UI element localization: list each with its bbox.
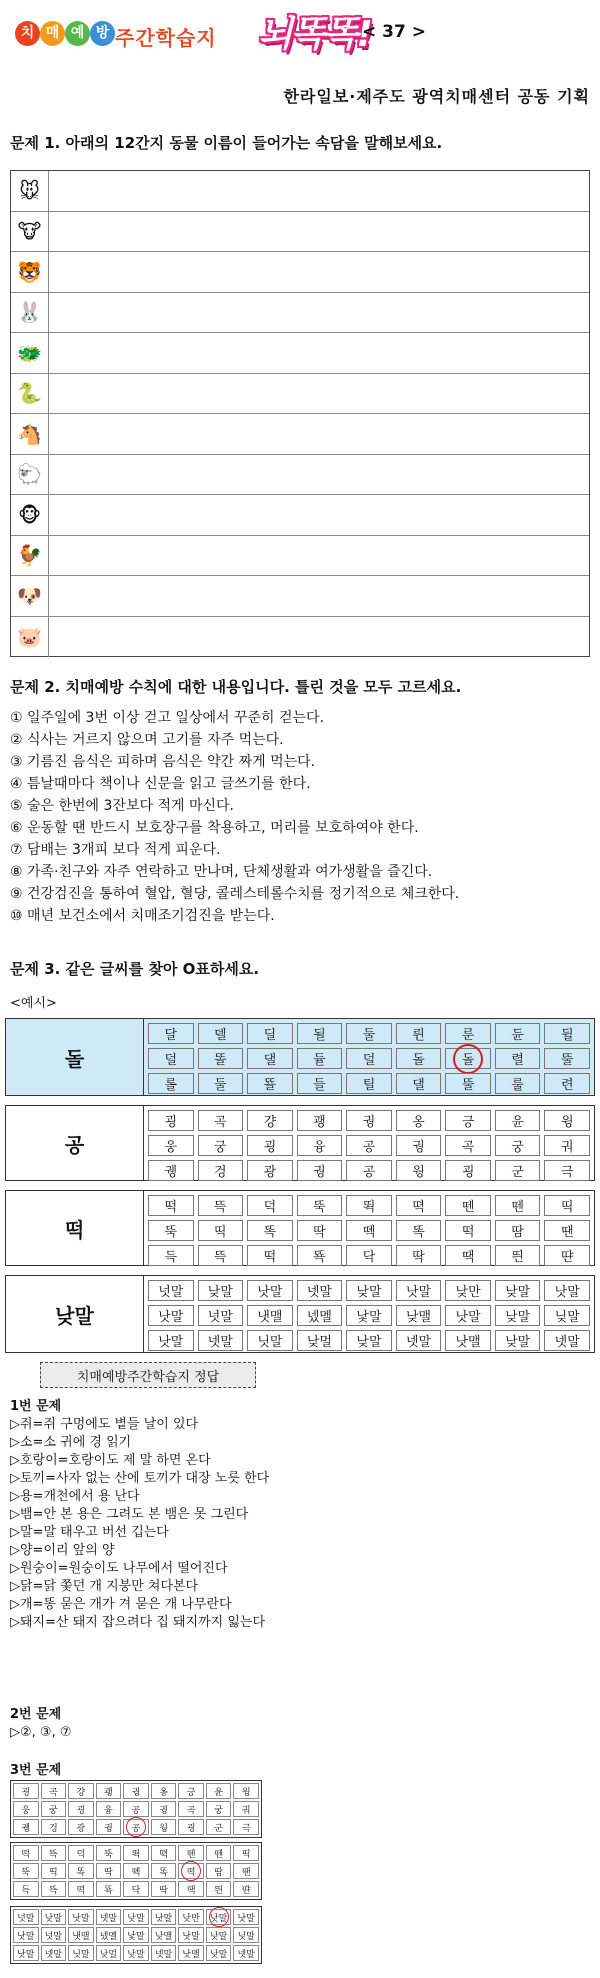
letter-cell: 룰 xyxy=(495,1073,541,1094)
answer-cell: 낫말 xyxy=(13,1927,39,1943)
letter-cell: 둘 xyxy=(346,1023,392,1044)
badge-3: 예 xyxy=(65,21,90,46)
answer-grid xyxy=(10,1780,262,1838)
answer-cell: 뚝 xyxy=(96,1845,122,1861)
letter-cell: 윙 xyxy=(544,1110,590,1131)
letter-cell: 굉 xyxy=(148,1110,194,1131)
letter-grid xyxy=(144,1106,594,1180)
answer-cell: 옹 xyxy=(151,1783,177,1799)
question-2-title: 문제 2. 치매예방 수칙에 대한 내용입니다. 틀린 것을 모두 고르세요. xyxy=(10,678,462,696)
answer-line-item: ▷말=말 태우고 버선 깁는다 xyxy=(10,1525,169,1540)
sheep-icon: 🐑 xyxy=(11,455,49,495)
answer-cell: 낮말 xyxy=(206,1927,232,1943)
answer-grid xyxy=(10,1842,262,1900)
answer-cell: 윙 xyxy=(233,1783,259,1799)
letter-cell: 딱 xyxy=(396,1245,442,1266)
answer-cell: 겅 xyxy=(41,1819,67,1835)
answer-cell: 넸멜 xyxy=(96,1927,122,1943)
issue-number: < 37 > xyxy=(362,22,426,42)
letter-cell: 낮말 xyxy=(495,1305,541,1326)
answer-cell: 낮말 xyxy=(206,1909,232,1925)
pig-icon: 🐷 xyxy=(11,617,49,658)
letter-cell: 낮멀 xyxy=(297,1330,343,1351)
letter-cell: 낫말 xyxy=(148,1330,194,1351)
letter-cell: 뗙 xyxy=(396,1195,442,1216)
letter-cell: 뗵 xyxy=(346,1220,392,1241)
letter-cell: 띈 xyxy=(495,1245,541,1266)
animal-row xyxy=(11,617,589,658)
circle-mark xyxy=(209,1907,229,1927)
answer-cell: 낫말 xyxy=(68,1909,94,1925)
letter-cell: 듈 xyxy=(297,1048,343,1069)
answer-1-list xyxy=(10,1416,269,1632)
target-word: 공 xyxy=(6,1106,144,1180)
letter-cell: 낫말 xyxy=(544,1280,590,1301)
letter-cell: 걍 xyxy=(247,1110,293,1131)
answer-cell: 궁 xyxy=(206,1801,232,1817)
answer-cell: 굉 xyxy=(68,1801,94,1817)
answer-line-item: ▷쥐=쥐 구멍에도 볕들 날이 있다 xyxy=(10,1417,199,1432)
monkey-icon: 🐵 xyxy=(11,495,49,535)
answer-cell: 넷말 xyxy=(41,1945,67,1961)
letter-cell: 웡 xyxy=(396,1160,442,1181)
answer-2-text: ▷②, ③, ⑦ xyxy=(10,1725,72,1740)
letter-cell: 굉 xyxy=(247,1135,293,1156)
badge-1: 치 xyxy=(15,21,40,46)
snake-icon: 🐍 xyxy=(11,374,49,414)
answer-cell: 뜩 xyxy=(41,1845,67,1861)
letter-cell: 곡 xyxy=(198,1110,244,1131)
letter-cell: 웅 xyxy=(148,1135,194,1156)
animal-row xyxy=(11,414,589,455)
answer-line-item: ▷양=이리 앞의 양 xyxy=(10,1543,115,1558)
target-word: 돌 xyxy=(6,1019,144,1095)
rule-item: ⑧ 가족·친구와 자주 연락하고 만나며, 단체생활과 여가생활을 즐긴다. xyxy=(10,864,433,880)
cow-icon: 🐮 xyxy=(11,212,49,252)
answer-cell: 공 xyxy=(123,1801,149,1817)
letter-cell: 땍 xyxy=(445,1245,491,1266)
letter-cell: 낫말 xyxy=(148,1305,194,1326)
rule-item: ② 식사는 거르지 않으며 고기를 자주 먹는다. xyxy=(10,732,284,748)
letter-cell: 넷말 xyxy=(297,1280,343,1301)
animal-row xyxy=(11,374,589,415)
answer-cell: 윤 xyxy=(206,1783,232,1799)
question-1-title: 문제 1. 아래의 12간지 동물 이름이 들어가는 속담을 말해보세요. xyxy=(10,134,443,152)
letter-cell: 궹 xyxy=(148,1160,194,1181)
question-3-title: 문제 3. 같은 글씨를 찾아 O표하세요. xyxy=(10,960,260,978)
answer-cell: 띡 xyxy=(233,1845,259,1861)
rooster-icon: 🐓 xyxy=(11,536,49,576)
animal-row xyxy=(11,293,589,334)
rule-item: ③ 기름진 음식은 피하며 음식은 약간 짜게 먹는다. xyxy=(10,754,316,770)
letter-cell: 댈 xyxy=(396,1073,442,1094)
answer-cell: 떡 xyxy=(178,1863,204,1879)
answer-cell: 낫말 xyxy=(178,1927,204,1943)
example-label: <예시> xyxy=(10,996,57,1011)
animal-row xyxy=(11,333,589,374)
letter-cell: 닥 xyxy=(346,1245,392,1266)
answer-cell: 낮만 xyxy=(178,1909,204,1925)
answer-cell: 웅 xyxy=(13,1801,39,1817)
letter-cell: 떡 xyxy=(445,1220,491,1241)
letter-cell: 낮말 xyxy=(346,1280,392,1301)
puzzle-group xyxy=(5,1018,595,1096)
answer-cell: 냇맬 xyxy=(68,1927,94,1943)
answer-cell: 닞말 xyxy=(233,1927,259,1943)
answer-cell: 궝 xyxy=(96,1819,122,1835)
letter-cell: 띡 xyxy=(198,1220,244,1241)
answer-cell: 긍 xyxy=(178,1783,204,1799)
puzzle-group xyxy=(5,1275,595,1353)
letter-cell: 뚈 xyxy=(247,1073,293,1094)
letter-cell: 덜 xyxy=(148,1048,194,1069)
answer-line-item: ▷소=소 귀에 경 읽기 xyxy=(10,1435,132,1450)
answer-cell: 굉 xyxy=(178,1819,204,1835)
answer-cell: 넛말 xyxy=(13,1909,39,1925)
animal-row xyxy=(11,455,589,496)
answer-cell: 떡 xyxy=(68,1881,94,1897)
letter-cell: 덕 xyxy=(247,1195,293,1216)
letter-cell: 뚁 xyxy=(297,1245,343,1266)
letter-cell: 돌 xyxy=(445,1048,491,1069)
letter-cell: 딱 xyxy=(297,1220,343,1241)
animal-row xyxy=(11,171,589,212)
answer-header: 치매예방주간학습지 정답 xyxy=(40,1362,256,1388)
answer-cell: 똑 xyxy=(68,1863,94,1879)
answer-cell: 궈 xyxy=(233,1801,259,1817)
target-word: 낮말 xyxy=(6,1276,144,1352)
letter-cell: 달 xyxy=(148,1023,194,1044)
letter-cell: 옹 xyxy=(396,1110,442,1131)
letter-cell: 땀 xyxy=(495,1220,541,1241)
answer-1-title: 1번 문제 xyxy=(10,1399,62,1414)
answer-cell: 곡 xyxy=(178,1801,204,1817)
answer-cell: 낮맬 xyxy=(151,1927,177,1943)
answer-cell: 땀 xyxy=(206,1863,232,1879)
badge-4: 방 xyxy=(90,21,115,46)
answer-cell: 땐 xyxy=(233,1863,259,1879)
answer-cell: 낫맬 xyxy=(178,1945,204,1961)
letter-cell: 떡 xyxy=(148,1195,194,1216)
answer-cell: 낮말 xyxy=(206,1945,232,1961)
letter-cell: 돌 xyxy=(396,1048,442,1069)
animal-row xyxy=(11,252,589,293)
letter-cell: 낮말 xyxy=(346,1330,392,1351)
answer-line-item: ▷뱀=안 본 용은 그려도 본 뱀은 못 그린다 xyxy=(10,1507,249,1522)
letter-cell: 딜 xyxy=(247,1023,293,1044)
answer-cell: 딱 xyxy=(96,1863,122,1879)
target-word: 떡 xyxy=(6,1191,144,1265)
answer-cell: 뗵 xyxy=(123,1863,149,1879)
letter-cell: 극 xyxy=(544,1160,590,1181)
letter-cell: 들 xyxy=(297,1073,343,1094)
answer-cell: 넛말 xyxy=(41,1927,67,1943)
badge-2: 매 xyxy=(40,21,65,46)
answer-cell: 득 xyxy=(13,1881,39,1897)
answer-cell: 광 xyxy=(68,1819,94,1835)
letter-cell: 댈 xyxy=(247,1048,293,1069)
letter-cell: 틸 xyxy=(346,1073,392,1094)
letter-cell: 똑 xyxy=(396,1220,442,1241)
answer-cell: 넷말 xyxy=(151,1945,177,1961)
answer-cell: 궝 xyxy=(123,1783,149,1799)
letter-cell: 넷말 xyxy=(198,1330,244,1351)
answer-line-item: ▷원숭이=원숭이도 나무에서 떨어진다 xyxy=(10,1561,228,1576)
rule-item: ① 일주일에 3번 이상 걷고 일상에서 꾸준히 걷는다. xyxy=(10,710,325,726)
rule-item: ④ 틈날때마다 책이나 신문을 읽고 글쓰기를 한다. xyxy=(10,776,311,792)
answer-cell: 낮말 xyxy=(123,1909,149,1925)
answer-line-item: ▷호랑이=호랑이도 제 말 하면 온다 xyxy=(10,1453,211,1468)
letter-cell: 겅 xyxy=(198,1160,244,1181)
answer-3-title: 3번 문제 xyxy=(10,1763,62,1778)
letter-cell: 덜 xyxy=(346,1048,392,1069)
letter-cell: 될 xyxy=(297,1023,343,1044)
letter-cell: 궁 xyxy=(495,1135,541,1156)
answer-cell: 괭 xyxy=(96,1783,122,1799)
letter-cell: 뜩 xyxy=(198,1245,244,1266)
letter-cell: 군 xyxy=(495,1160,541,1181)
letter-cell: 득 xyxy=(148,1245,194,1266)
letter-cell: 넷말 xyxy=(396,1330,442,1351)
letter-cell: 궝 xyxy=(346,1110,392,1131)
letter-cell: 넸멜 xyxy=(297,1305,343,1326)
letter-cell: 낫말 xyxy=(396,1280,442,1301)
header xyxy=(0,0,600,74)
answer-cell: 군 xyxy=(206,1819,232,1835)
letter-cell: 뚤 xyxy=(544,1048,590,1069)
letter-cell: 뚝 xyxy=(297,1195,343,1216)
answer-cell: 떡 xyxy=(13,1845,39,1861)
letter-cell: 뗀 xyxy=(445,1195,491,1216)
answer-cell: 닥 xyxy=(123,1881,149,1897)
answer-cell: 웡 xyxy=(151,1819,177,1835)
letter-cell: 궝 xyxy=(297,1160,343,1181)
answer-cell: 뗀 xyxy=(206,1845,232,1861)
circle-mark xyxy=(126,1817,146,1837)
letter-cell: 뒬 xyxy=(544,1023,590,1044)
puzzle-group xyxy=(5,1105,595,1181)
letter-cell: 뜩 xyxy=(198,1195,244,1216)
answer-cell: 굉 xyxy=(13,1783,39,1799)
letter-cell: 델 xyxy=(198,1023,244,1044)
animal-row xyxy=(11,536,589,577)
answer-line-item: ▷토끼=사자 없는 산에 토끼가 대장 노릇 한다 xyxy=(10,1471,270,1486)
answer-cell: 넷말 xyxy=(96,1909,122,1925)
answer-cell: 궹 xyxy=(13,1819,39,1835)
letter-cell: 굉 xyxy=(445,1160,491,1181)
mouse-icon: 🐭 xyxy=(11,171,49,211)
subtitle: 한라일보·제주도 광역치매센터 공동 기획 xyxy=(283,87,590,106)
dragon-icon: 🐲 xyxy=(11,333,49,373)
animal-row xyxy=(11,495,589,536)
dog-icon: 🐶 xyxy=(11,576,49,616)
letter-cell: 닞말 xyxy=(544,1305,590,1326)
answer-cell: 궁 xyxy=(41,1801,67,1817)
rule-item: ⑩ 매년 보건소에서 치매조기검진을 받는다. xyxy=(10,908,275,924)
letter-grid xyxy=(144,1276,594,1352)
answer-cell: 땍 xyxy=(178,1881,204,1897)
answer-cell: 낫말 xyxy=(233,1909,259,1925)
answer-cell: 낫말 xyxy=(13,1945,39,1961)
rabbit-icon: 🐰 xyxy=(11,293,49,333)
rule-item: ⑤ 술은 한번에 3잔보다 적게 마신다. xyxy=(10,798,234,814)
answer-cell: 덕 xyxy=(68,1845,94,1861)
answer-cell: 뗙 xyxy=(151,1845,177,1861)
letter-cell: 넷말 xyxy=(544,1330,590,1351)
letter-cell: 듄 xyxy=(495,1023,541,1044)
letter-cell: 땐 xyxy=(544,1220,590,1241)
letter-cell: 괭 xyxy=(297,1110,343,1131)
rule-item: ⑨ 건강검진을 통하여 혈압, 혈당, 콜레스테롤수치를 정기적으로 체크한다. xyxy=(10,886,460,902)
animal-row xyxy=(11,576,589,617)
letter-cell: 낮만 xyxy=(445,1280,491,1301)
answer-cell: 궝 xyxy=(151,1801,177,1817)
answer-cell: 뜩 xyxy=(41,1881,67,1897)
answer-cell: 낮말 xyxy=(123,1945,149,1961)
letter-cell: 냇맬 xyxy=(247,1305,293,1326)
answer-2-title: 2번 문제 xyxy=(10,1707,62,1722)
puzzle-group xyxy=(5,1190,595,1266)
letter-grid xyxy=(144,1191,594,1265)
letter-cell: 긍 xyxy=(445,1110,491,1131)
letter-cell: 공 xyxy=(346,1160,392,1181)
answer-cell: 낫말 xyxy=(151,1909,177,1925)
horse-icon: 🐴 xyxy=(11,414,49,454)
letter-cell: 렬 xyxy=(495,1048,541,1069)
letter-cell: 똘 xyxy=(198,1048,244,1069)
letter-cell: 뚝 xyxy=(148,1220,194,1241)
letter-cell: 궈 xyxy=(544,1135,590,1156)
answer-cell: 닛말 xyxy=(68,1945,94,1961)
answer-line-item: ▷닭=닭 쫓던 개 지붕만 쳐다본다 xyxy=(10,1579,199,1594)
letter-cell: 뚤 xyxy=(445,1073,491,1094)
tiger-icon: 🐯 xyxy=(11,252,49,292)
answer-cell: 띡 xyxy=(41,1863,67,1879)
animal-row xyxy=(11,212,589,253)
rule-item: ⑦ 담배는 3개피 보다 적게 피운다. xyxy=(10,842,221,858)
letter-cell: 땬 xyxy=(544,1245,590,1266)
answer-cell: 넷말 xyxy=(233,1945,259,1961)
letter-cell: 닛말 xyxy=(247,1330,293,1351)
answer-cell: 띈 xyxy=(206,1881,232,1897)
answer-cell: 곡 xyxy=(41,1783,67,1799)
answer-cell: 똑 xyxy=(151,1863,177,1879)
letter-cell: 공 xyxy=(346,1135,392,1156)
answer-cell: 낮멀 xyxy=(96,1945,122,1961)
letter-cell: 궝 xyxy=(396,1135,442,1156)
answer-cell: 낮말 xyxy=(41,1909,67,1925)
letter-cell: 륀 xyxy=(396,1023,442,1044)
answer-cell: 딱 xyxy=(151,1881,177,1897)
answer-cell: 뚝 xyxy=(13,1863,39,1879)
answer-cell: 융 xyxy=(96,1801,122,1817)
brand-logo: 뇌똑똑! xyxy=(258,14,371,55)
letter-cell: 롤 xyxy=(148,1073,194,1094)
animal-table xyxy=(10,170,590,657)
letter-cell: 넛말 xyxy=(148,1280,194,1301)
letter-cell: 윤 xyxy=(495,1110,541,1131)
letter-cell: 넛말 xyxy=(198,1305,244,1326)
answer-line-item: ▷돼지=산 돼지 잡으려다 집 돼지까지 잃는다 xyxy=(10,1615,266,1630)
answer-cell: 뚁 xyxy=(96,1881,122,1897)
letter-cell: 뙥 xyxy=(346,1195,392,1216)
letter-cell: 띡 xyxy=(544,1195,590,1216)
letter-cell: 룬 xyxy=(445,1023,491,1044)
letter-cell: 련 xyxy=(544,1073,590,1094)
letter-cell: 둘 xyxy=(198,1073,244,1094)
letter-cell: 궁 xyxy=(198,1135,244,1156)
circle-mark xyxy=(453,1044,483,1074)
answer-cell: 극 xyxy=(233,1819,259,1835)
answer-cell: 공 xyxy=(123,1819,149,1835)
rules-list xyxy=(10,707,459,927)
letter-cell: 낮말 xyxy=(495,1280,541,1301)
answer-cell: 뙥 xyxy=(123,1845,149,1861)
rule-item: ⑥ 운동할 땐 반드시 보호장구를 착용하고, 머리를 보호하여야 한다. xyxy=(10,820,419,836)
letter-cell: 똑 xyxy=(247,1220,293,1241)
letter-cell: 광 xyxy=(247,1160,293,1181)
letter-grid xyxy=(144,1019,594,1095)
answer-line-item: ▷개=똥 묻은 개가 겨 묻은 개 나무란다 xyxy=(10,1597,232,1612)
letter-cell: 낯말 xyxy=(346,1305,392,1326)
letter-cell: 낫말 xyxy=(445,1305,491,1326)
answer-cell: 땬 xyxy=(233,1881,259,1897)
letter-cell: 낫말 xyxy=(247,1280,293,1301)
answer-cell: 뗀 xyxy=(178,1845,204,1861)
answer-line-item: ▷용=개천에서 용 난다 xyxy=(10,1489,140,1504)
letter-cell: 낫맬 xyxy=(445,1330,491,1351)
answer-cell: 걍 xyxy=(68,1783,94,1799)
letter-cell: 낮말 xyxy=(495,1330,541,1351)
letter-cell: 융 xyxy=(297,1135,343,1156)
letter-cell: 낮맬 xyxy=(396,1305,442,1326)
letter-cell: 떡 xyxy=(247,1245,293,1266)
answer-cell: 낯말 xyxy=(123,1927,149,1943)
letter-cell: 낮말 xyxy=(198,1280,244,1301)
page-title: 주간학습지 xyxy=(115,26,217,50)
letter-cell: 곡 xyxy=(445,1135,491,1156)
letter-cell: 뗀 xyxy=(495,1195,541,1216)
circle-mark xyxy=(181,1861,201,1881)
answer-grid xyxy=(10,1906,262,1964)
